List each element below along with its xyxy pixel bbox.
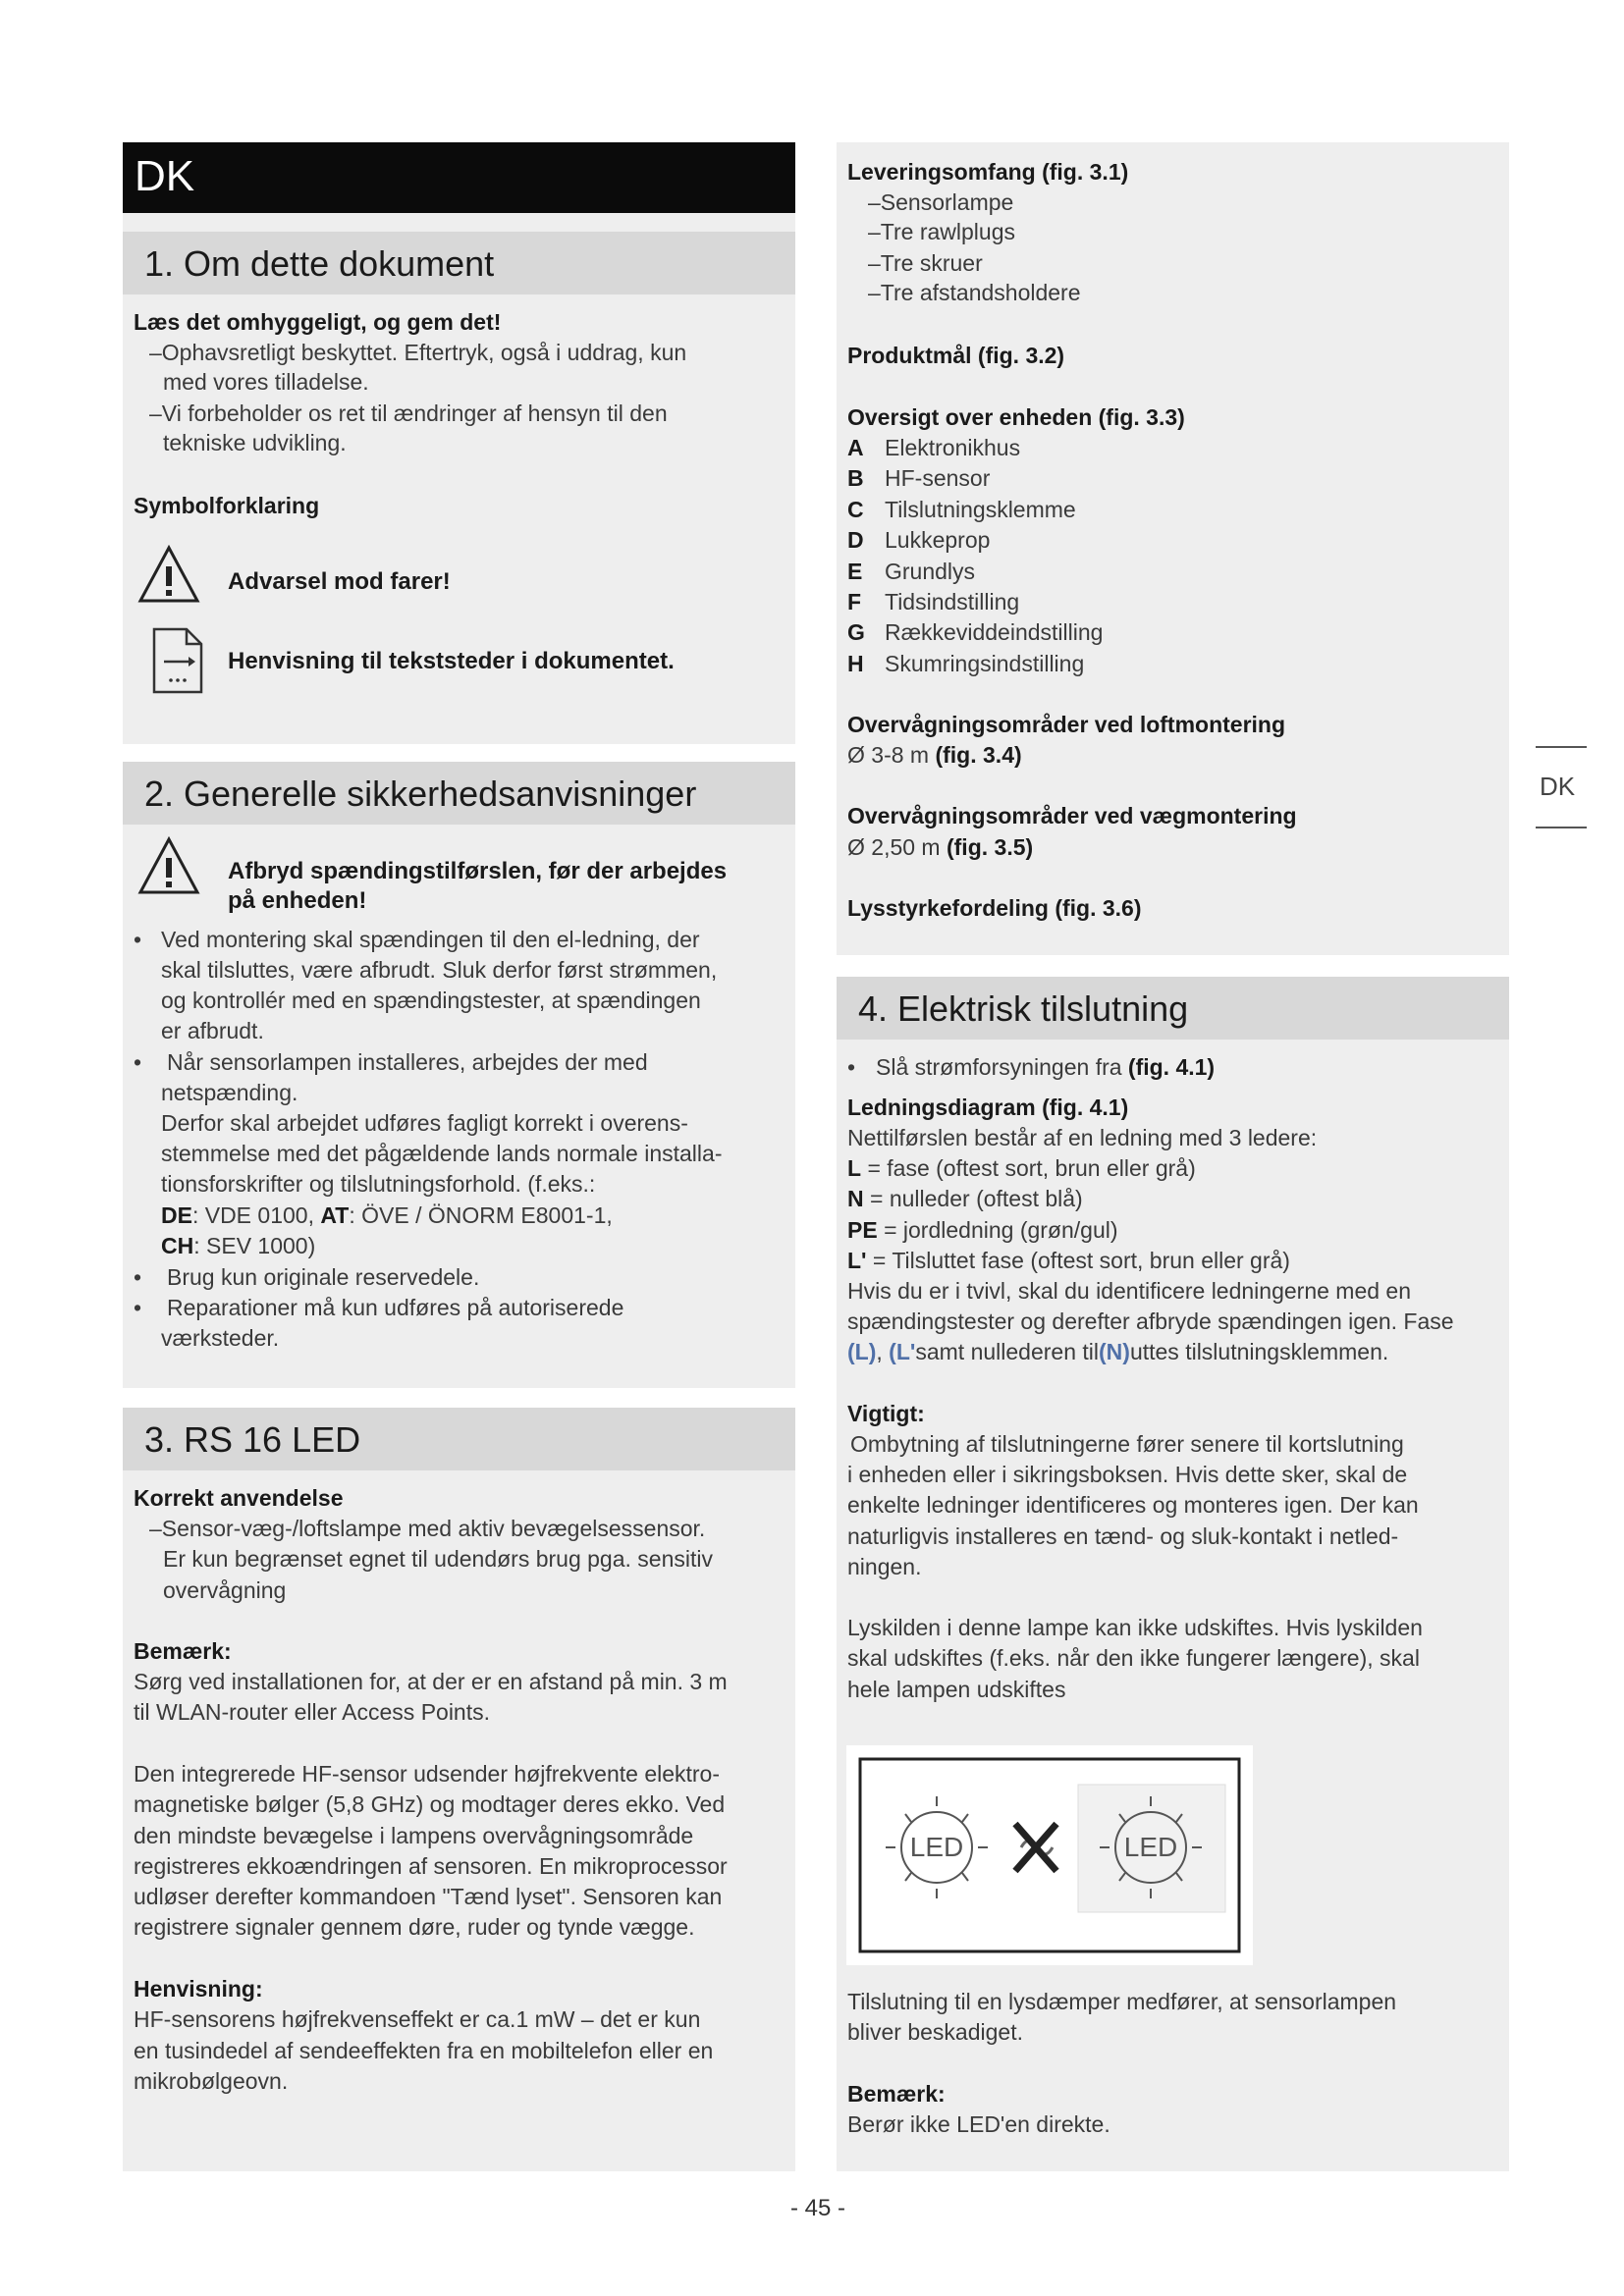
overview-item-e: E Grundlys xyxy=(847,559,976,584)
tab-divider-top xyxy=(1536,746,1587,748)
note-text: Sørg ved installationen for, at der er en afstand på min. 3 m xyxy=(134,1669,728,1694)
doubt-text: (L), (L'samt nullederen til(N)uttes tilslutningsklemmen. xyxy=(847,1339,1389,1364)
overview-item-d: D Lukkeprop xyxy=(847,527,991,553)
document-reference-icon xyxy=(151,626,204,695)
led-label: LED xyxy=(909,1832,964,1862)
reference-heading: Henvisning: xyxy=(134,1976,263,2002)
delivery-item: –Tre skruer xyxy=(868,250,983,276)
important-text: i enheden eller i sikringsboksen. Hvis dette sker, skal de xyxy=(847,1462,1408,1487)
warning-triangle-icon xyxy=(137,545,200,604)
symbol-heading: Symbolforklaring xyxy=(134,493,320,518)
section-3-title: 3. RS 16 LED xyxy=(123,1408,795,1470)
delivery-item: –Tre rawlplugs xyxy=(868,219,1015,244)
light-source-text: Lyskilden i denne lampe kan ikke udskiftes. Hvis lyskilden xyxy=(847,1615,1423,1640)
section-1-title: 1. Om dette dokument xyxy=(123,232,795,294)
wall-mount-value: Ø 2,50 m (fig. 3.5) xyxy=(847,834,1034,860)
bullet-dot: • xyxy=(134,1049,142,1075)
important-text: naturligvis installeres en tænd- og sluk-kontakt i netled- xyxy=(847,1523,1399,1549)
correct-use-text: –Sensor-væg-/loftslampe med aktiv bevægelsessensor. xyxy=(149,1516,706,1541)
power-off-instruction: Slå strømforsyningen fra (fig. 4.1) xyxy=(876,1054,1216,1080)
correct-use-text: overvågning xyxy=(163,1577,287,1603)
overview-item-g: G Rækkeviddeindstilling xyxy=(847,619,1104,645)
wire-l: L = fase (oftest sort, brun eller grå) xyxy=(847,1155,1196,1181)
hf-sensor-text: magnetiske bølger (5,8 GHz) og modtager deres ekko. Ved xyxy=(134,1791,726,1817)
page-number: - 45 - xyxy=(790,2195,846,2221)
safety-bullet-4: Reparationer må kun udføres på autoriserede xyxy=(167,1295,624,1320)
bullet-dot: • xyxy=(134,1264,142,1290)
tab-divider-bottom xyxy=(1536,827,1587,828)
safety-bullet-2: Når sensorlampen installeres, arbejdes der med xyxy=(167,1049,648,1075)
correct-use-heading: Korrekt anvendelse xyxy=(134,1485,344,1511)
reference-note-text: HF-sensorens højfrekvenseffekt er ca.1 mW – det er kun xyxy=(134,2006,701,2032)
read-heading: Læs det omhyggeligt, og gem det! xyxy=(134,309,502,335)
overview-item-b: B HF-sensor xyxy=(847,465,991,491)
safety-bullet-1: Ved montering skal spændingen til den el-ledning, der xyxy=(161,927,700,952)
overview-item-a: A Elektronikhus xyxy=(847,435,1021,460)
safety-bullet-2: netspænding. xyxy=(161,1080,298,1105)
safety-bullet-1: og kontrollér med en spændingstester, at spændingen xyxy=(161,988,701,1013)
safety-bullet-2: tionsforskrifter og tilslutningsforhold. (f.eks.: xyxy=(161,1171,596,1197)
safety-warning-line-2: på enheden! xyxy=(228,887,367,914)
light-distribution-heading: Lysstyrkefordeling (fig. 3.6) xyxy=(847,895,1142,921)
light-source-text: hele lampen udskiftes xyxy=(847,1677,1066,1702)
hf-sensor-text: registreres ekkoændringen af sensoren. En mikroprocessor xyxy=(134,1853,728,1879)
bullet-dot: • xyxy=(847,1054,856,1080)
hf-sensor-text: udløser derefter kommandoen "Tænd lyset". Sensoren kan xyxy=(134,1884,723,1909)
bullet-dot: • xyxy=(134,1295,142,1320)
section-4-title: 4. Elektrisk tilslutning xyxy=(837,977,1509,1040)
warning-text: Advarsel mod farer! xyxy=(228,568,451,595)
safety-bullet-2: stemmelse med det pågældende lands normale installa- xyxy=(161,1141,723,1166)
important-heading: Vigtigt: xyxy=(847,1401,925,1426)
standards-line-2: CH: SEV 1000) xyxy=(161,1233,316,1258)
led-not-replaceable-figure xyxy=(846,1745,1253,1965)
hf-sensor-text: Den integrerede HF-sensor udsender højfrekvente elektro- xyxy=(134,1761,721,1787)
final-note-text: Berør ikke LED'en direkte. xyxy=(847,2111,1110,2137)
overview-heading: Oversigt over enheden (fig. 3.3) xyxy=(847,404,1185,430)
reference-note-text: mikrobølgeovn. xyxy=(134,2068,289,2094)
dimmer-warning: Tilslutning til en lysdæmper medfører, at sensorlampen xyxy=(847,1989,1397,2014)
doubt-text: spændingstester og derefter afbryde spændingen igen. Fase xyxy=(847,1308,1454,1334)
ceiling-mount-value: Ø 3-8 m (fig. 3.4) xyxy=(847,742,1022,768)
overview-item-c: C Tilslutningsklemme xyxy=(847,497,1076,522)
wire-pe: PE = jordledning (grøn/gul) xyxy=(847,1217,1118,1243)
doubt-text: Hvis du er i tvivl, skal du identificere ledningerne med en xyxy=(847,1278,1412,1304)
standards-line-1: DE: VDE 0100, AT: ÖVE / ÖNORM E8001-1, xyxy=(161,1202,613,1228)
warning-triangle-icon xyxy=(137,836,200,895)
hf-sensor-text: den mindste bevægelse i lampens overvågningsområde xyxy=(134,1823,694,1848)
reference-note-text: en tusindedel af sendeeffekten fra en mobiltelefon eller en xyxy=(134,2038,714,2063)
language-header: DK xyxy=(123,142,795,213)
correct-use-text: Er kun begrænset egnet til udendørs brug pga. sensitiv xyxy=(163,1546,713,1572)
dimmer-warning: bliver beskadiget. xyxy=(847,2019,1023,2045)
bullet-dot: • xyxy=(134,927,142,952)
important-text: Ombytning af tilslutningerne fører senere til kortslutning xyxy=(850,1431,1404,1457)
read-item-1: –Ophavsretligt beskyttet. Eftertryk, også i uddrag, kun xyxy=(149,340,687,365)
overview-item-f: F Tidsindstilling xyxy=(847,589,1020,614)
delivery-heading: Leveringsomfang (fig. 3.1) xyxy=(847,159,1129,185)
safety-bullet-3: Brug kun originale reservedele. xyxy=(167,1264,480,1290)
safety-warning-line-1: Afbryd spændingstilførslen, før der arbejdes xyxy=(228,858,728,884)
safety-bullet-1: er afbrudt. xyxy=(161,1018,264,1043)
wall-mount-heading: Overvågningsområder ved vægmontering xyxy=(847,803,1297,828)
delivery-item: –Tre afstandsholdere xyxy=(868,280,1081,305)
dimensions-heading: Produktmål (fig. 3.2) xyxy=(847,343,1065,368)
final-note-heading: Bemærk: xyxy=(847,2081,946,2107)
led-label: LED xyxy=(1123,1832,1178,1862)
read-item-2b: tekniske udvikling. xyxy=(163,430,347,455)
language-tab: DK xyxy=(1540,772,1576,801)
safety-bullet-2: Derfor skal arbejdet udføres fagligt korrekt i overens- xyxy=(161,1110,688,1136)
section-2-title: 2. Generelle sikkerhedsanvisninger xyxy=(123,762,795,825)
wiring-intro: Nettilførslen består af en ledning med 3 ledere: xyxy=(847,1125,1318,1150)
light-source-text: skal udskiftes (f.eks. når den ikke fungerer længere), skal xyxy=(847,1645,1420,1671)
delivery-item: –Sensorlampe xyxy=(868,189,1014,215)
hf-sensor-text: registrere signaler gennem døre, ruder og tynde vægge. xyxy=(134,1914,695,1940)
wire-l-prime: L' = Tilsluttet fase (oftest sort, brun eller grå) xyxy=(847,1248,1290,1273)
read-item-2: –Vi forbeholder os ret til ændringer af hensyn til den xyxy=(149,400,668,426)
overview-item-h: H Skumringsindstilling xyxy=(847,651,1085,676)
safety-bullet-1: skal tilsluttes, være afbrudt. Sluk derfor først strømmen, xyxy=(161,957,718,983)
note-heading: Bemærk: xyxy=(134,1638,232,1664)
wiring-diagram-heading: Ledningsdiagram (fig. 4.1) xyxy=(847,1095,1129,1120)
important-text: enkelte ledninger identificeres og monteres igen. Der kan xyxy=(847,1492,1419,1518)
safety-bullet-4: værksteder. xyxy=(161,1325,280,1351)
important-text: ningen. xyxy=(847,1554,922,1579)
reference-text: Henvisning til tekststeder i dokumentet. xyxy=(228,648,675,674)
ceiling-mount-heading: Overvågningsområder ved loftmontering xyxy=(847,712,1286,737)
wire-n: N = nulleder (oftest blå) xyxy=(847,1186,1083,1211)
read-item-1b: med vores tilladelse. xyxy=(163,369,369,395)
note-text: til WLAN-router eller Access Points. xyxy=(134,1699,491,1725)
